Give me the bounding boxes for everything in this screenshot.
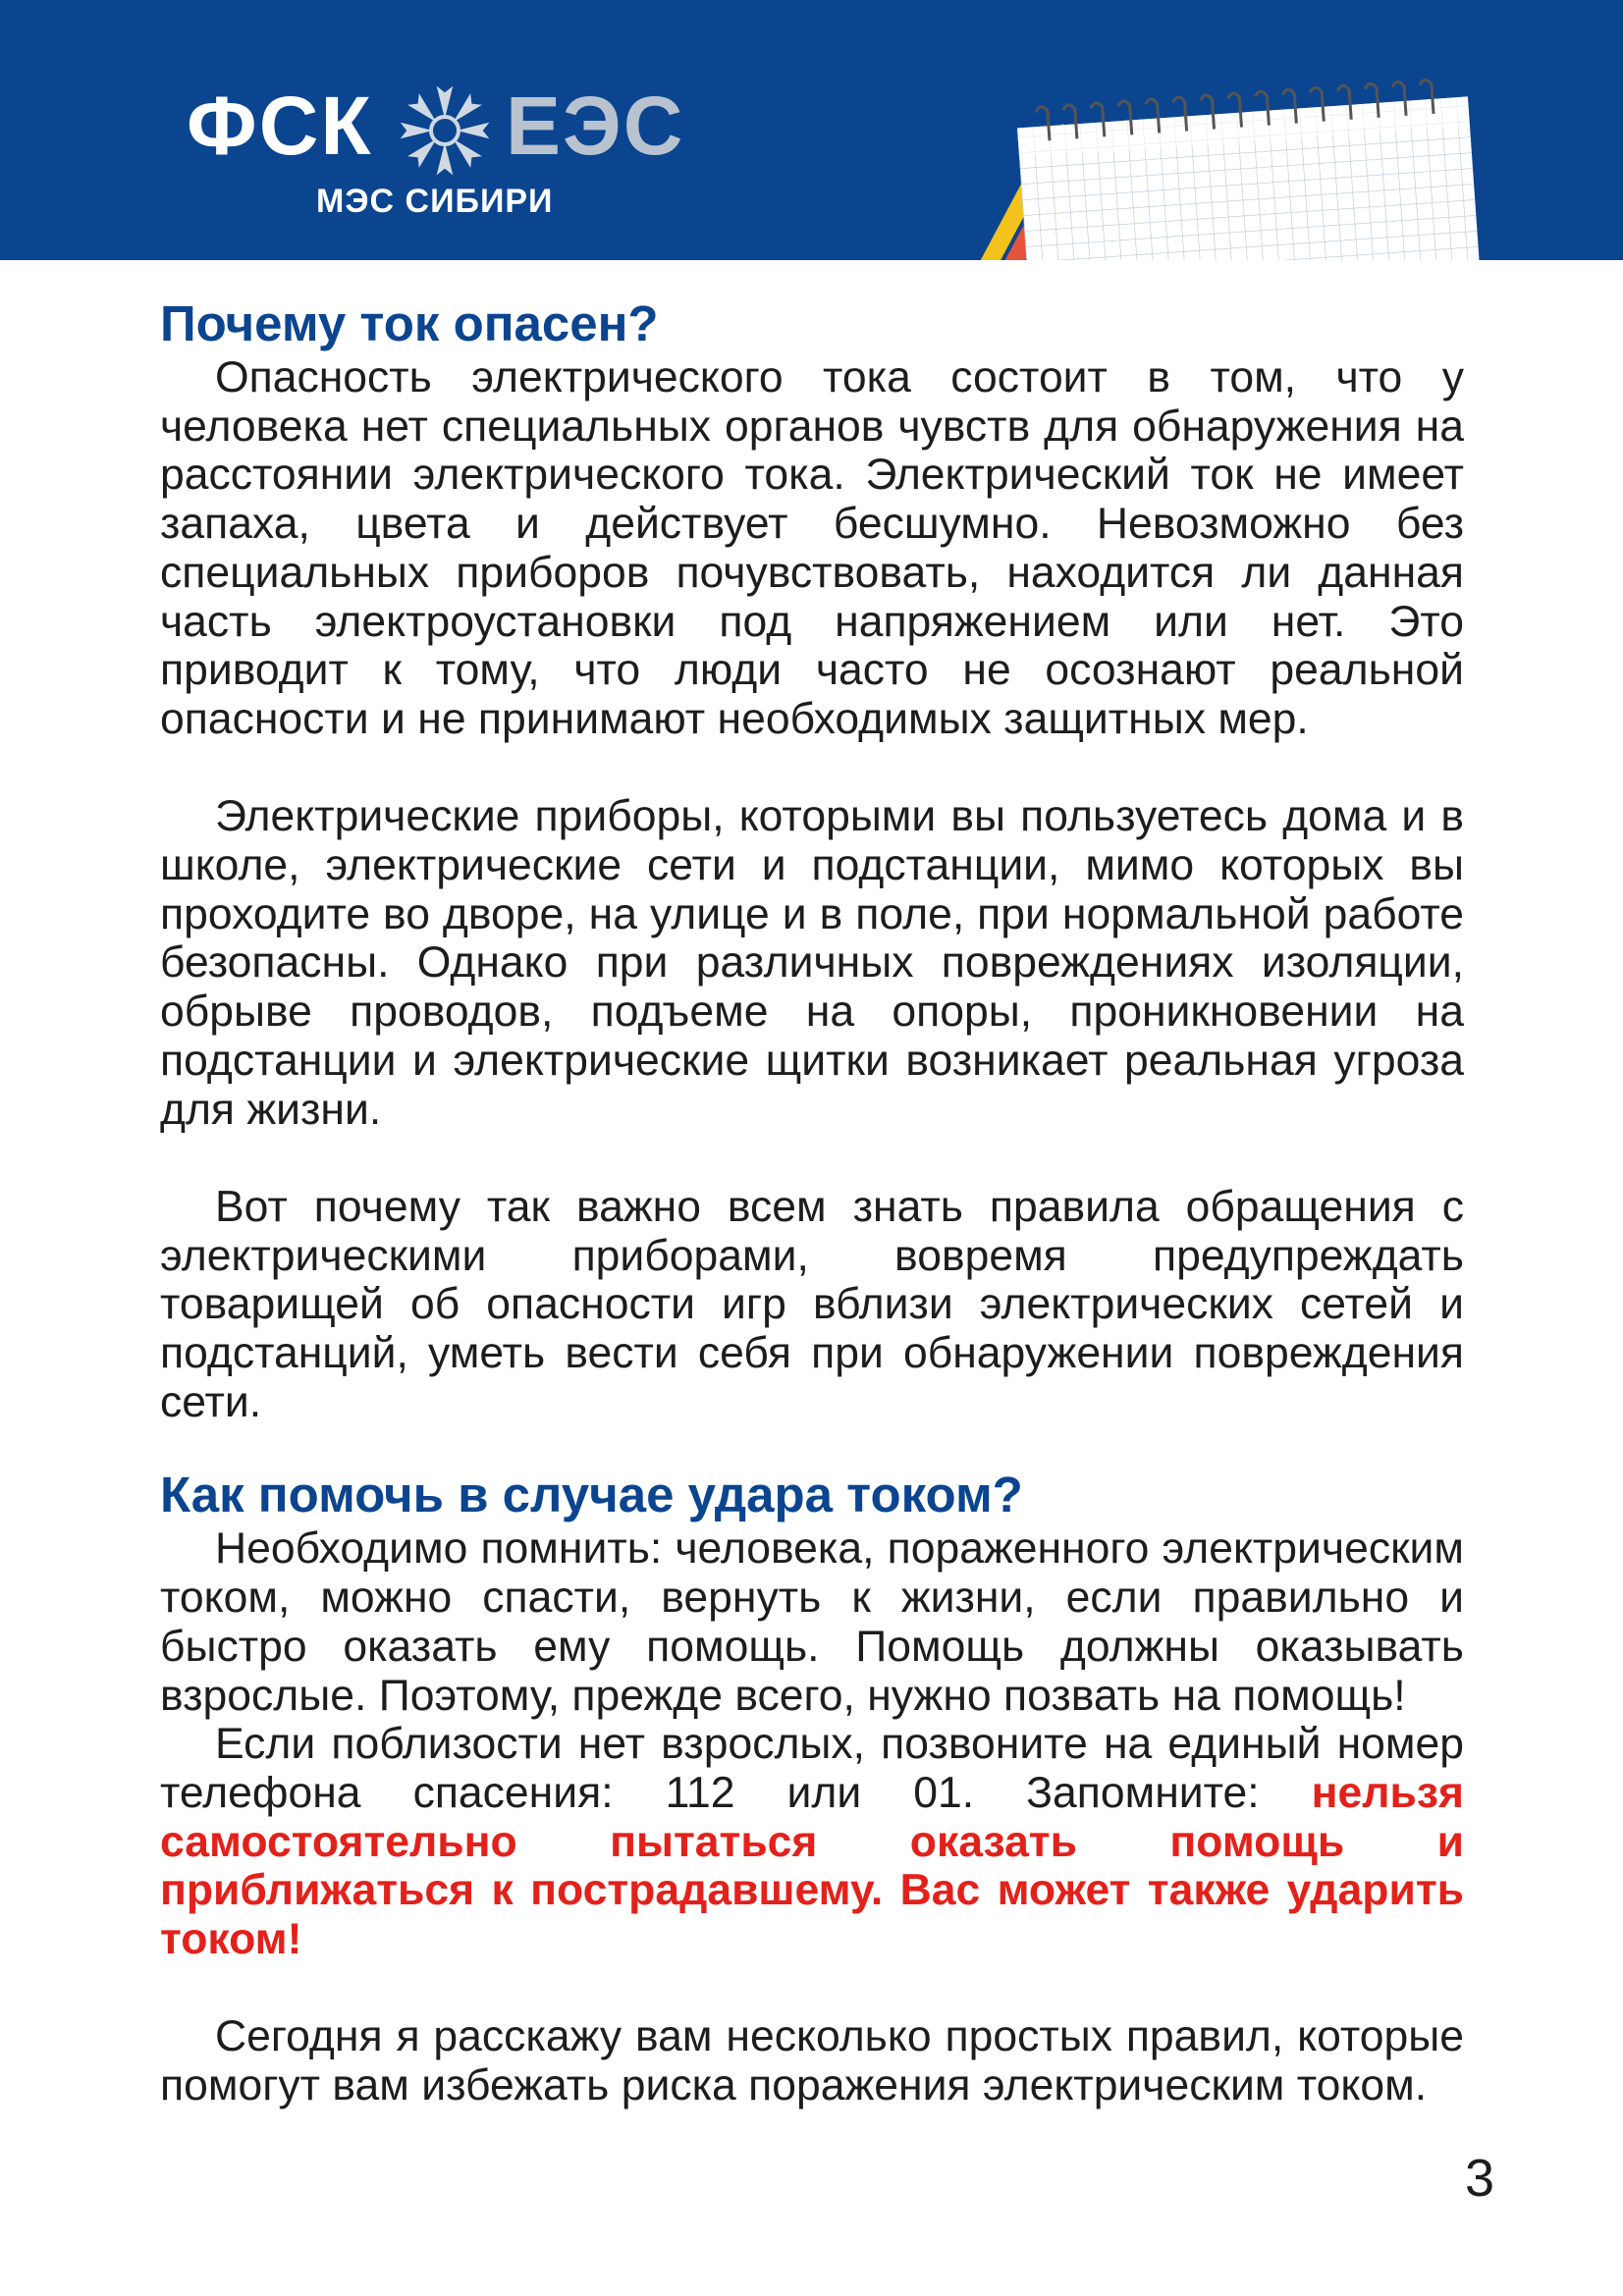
logo-text-left: ФСК xyxy=(187,80,373,172)
spacer xyxy=(160,1964,1464,2013)
warning-text: нельзя самостоятельно пытаться оказать помощь и приближаться к пострадавшему. Вас может также ударить током! xyxy=(160,1768,1464,1964)
spacer xyxy=(160,744,1464,793)
paragraph-2: Электрические приборы, которыми вы пользуетесь дома и в школе, электрические сети и подстанции, мимо которых вы проходите во дворе, на улице и в поле, при нормальной работе безопасны. Однако при различных повреждениях изоляции, обрыве проводов, подъеме на опоры, проникновении на подстанции и электрические щитки возникает реальная угроза для жизни. xyxy=(160,792,1464,1134)
paragraph-5 xyxy=(160,1720,1464,1964)
spacer xyxy=(160,1426,1464,1466)
paragraph-3: Вот почему так важно всем знать правила обращения с электрическими приборами, вовремя предупреждать товарищей об опасности игр вблизи электрических сетей и подстанций, уметь вести себя при обнаружении повреждения сети. xyxy=(160,1182,1464,1426)
paragraph-4: Необходимо помнить: человека, пораженного электрическим током, можно спасти, вернуть к жизни, если правильно и быстро оказать ему помощь. Помощь должны оказывать взрослые. Поэтому, прежде всего, нужно позвать на помощь! xyxy=(160,1524,1464,1720)
spacer xyxy=(160,1134,1464,1183)
paragraph-5-text: Если поблизости нет взрослых, позвоните на единый номер телефона спасения: 112 или 01. Запомните: xyxy=(160,1720,1464,1817)
page-number: 3 xyxy=(1465,2149,1495,2208)
section-heading-first-aid: Как помочь в случае удара током? xyxy=(160,1467,1023,1523)
paragraph-1: Опасность электрического тока состоит в том, что у человека нет специальных органов чувств для обнаружения на расстоянии электрического тока. Электрический ток не имеет запаха, цвета и действует бесшумно. Невозможно без специальных приборов почувствовать, находится ли данная часть электроустановки под напряжением или нет. Это приводит к тому, что люди часто не осознают реальной опасности и не принимают необходимых защитных мер. xyxy=(160,353,1464,743)
closing-paragraph: Сегодня я расскажу вам несколько простых правил, которые помогут вам избежать риска поражения электрическим током. xyxy=(160,2012,1464,2110)
page-body xyxy=(160,294,1464,2110)
header-band xyxy=(0,0,1623,260)
notepad-with-pencils-icon xyxy=(943,59,1492,260)
logo-text-right: ЕЭС xyxy=(506,80,685,172)
branch-subtitle: МЭС СИБИРИ xyxy=(316,183,554,220)
snowflake-emblem-icon xyxy=(391,77,499,185)
section-heading-danger: Почему ток опасен? xyxy=(160,295,659,351)
